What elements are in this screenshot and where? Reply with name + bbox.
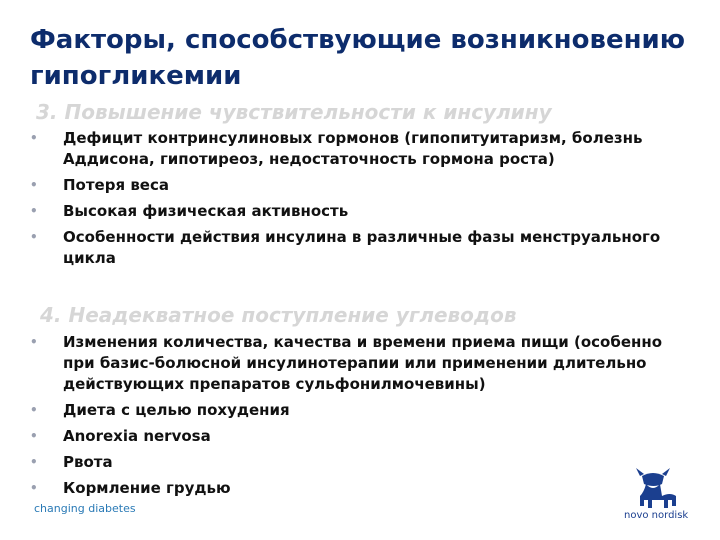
section-heading-carbohydrates: 4. Неадекватное поступление углеводов xyxy=(40,303,517,327)
list-item xyxy=(30,227,680,269)
list-item xyxy=(30,478,680,499)
list-item-text: Anorexia nervosa xyxy=(63,427,211,445)
bullet-list-sensitivity xyxy=(30,128,680,269)
bullet-icon: • xyxy=(30,204,38,218)
changing-diabetes-label: changing diabetes xyxy=(34,502,136,515)
list-item-text: Потеря веса xyxy=(63,176,169,194)
logo-text: novo nordisk xyxy=(624,510,689,521)
section-heading-sensitivity: 3. Повышение чувствительности к инсулину xyxy=(36,100,552,124)
list-item xyxy=(30,332,680,395)
list-item-text: Диета с целью похудения xyxy=(63,401,290,419)
list-item-text: Рвота xyxy=(63,453,113,471)
bullet-icon: • xyxy=(30,131,38,145)
list-item xyxy=(30,201,680,222)
list-item xyxy=(30,175,680,196)
bullet-icon: • xyxy=(30,455,38,469)
list-item-text: Изменения количества, качества и времени приема пищи (особенно при базис-болюсной инсулинотерапии или применении длительно действующих препаратов сульфонилмочевины) xyxy=(63,333,663,393)
list-item-text: Высокая физическая активность xyxy=(63,202,349,220)
list-item xyxy=(30,400,680,421)
bullet-icon: • xyxy=(30,178,38,192)
list-item-text: Особенности действия инсулина в различные фазы менструального цикла xyxy=(63,228,661,267)
bullet-icon: • xyxy=(30,429,38,443)
bullet-icon: • xyxy=(30,403,38,417)
page-title: Факторы, способствующие возникновению гипогликемии xyxy=(30,25,686,91)
list-item xyxy=(30,128,680,170)
bullet-icon: • xyxy=(30,230,38,244)
bullet-icon: • xyxy=(30,481,38,495)
list-item-text: Дефицит контринсулиновых гормонов (гипопитуитаризм, болезнь Аддисона, гипотиреоз, недостаточность гормона роста) xyxy=(63,129,643,168)
list-item-text: Кормление грудью xyxy=(63,479,231,497)
bullet-list-carbohydrates xyxy=(30,332,680,499)
list-item xyxy=(30,426,680,447)
list-item xyxy=(30,452,680,473)
bullet-icon: • xyxy=(30,335,38,349)
